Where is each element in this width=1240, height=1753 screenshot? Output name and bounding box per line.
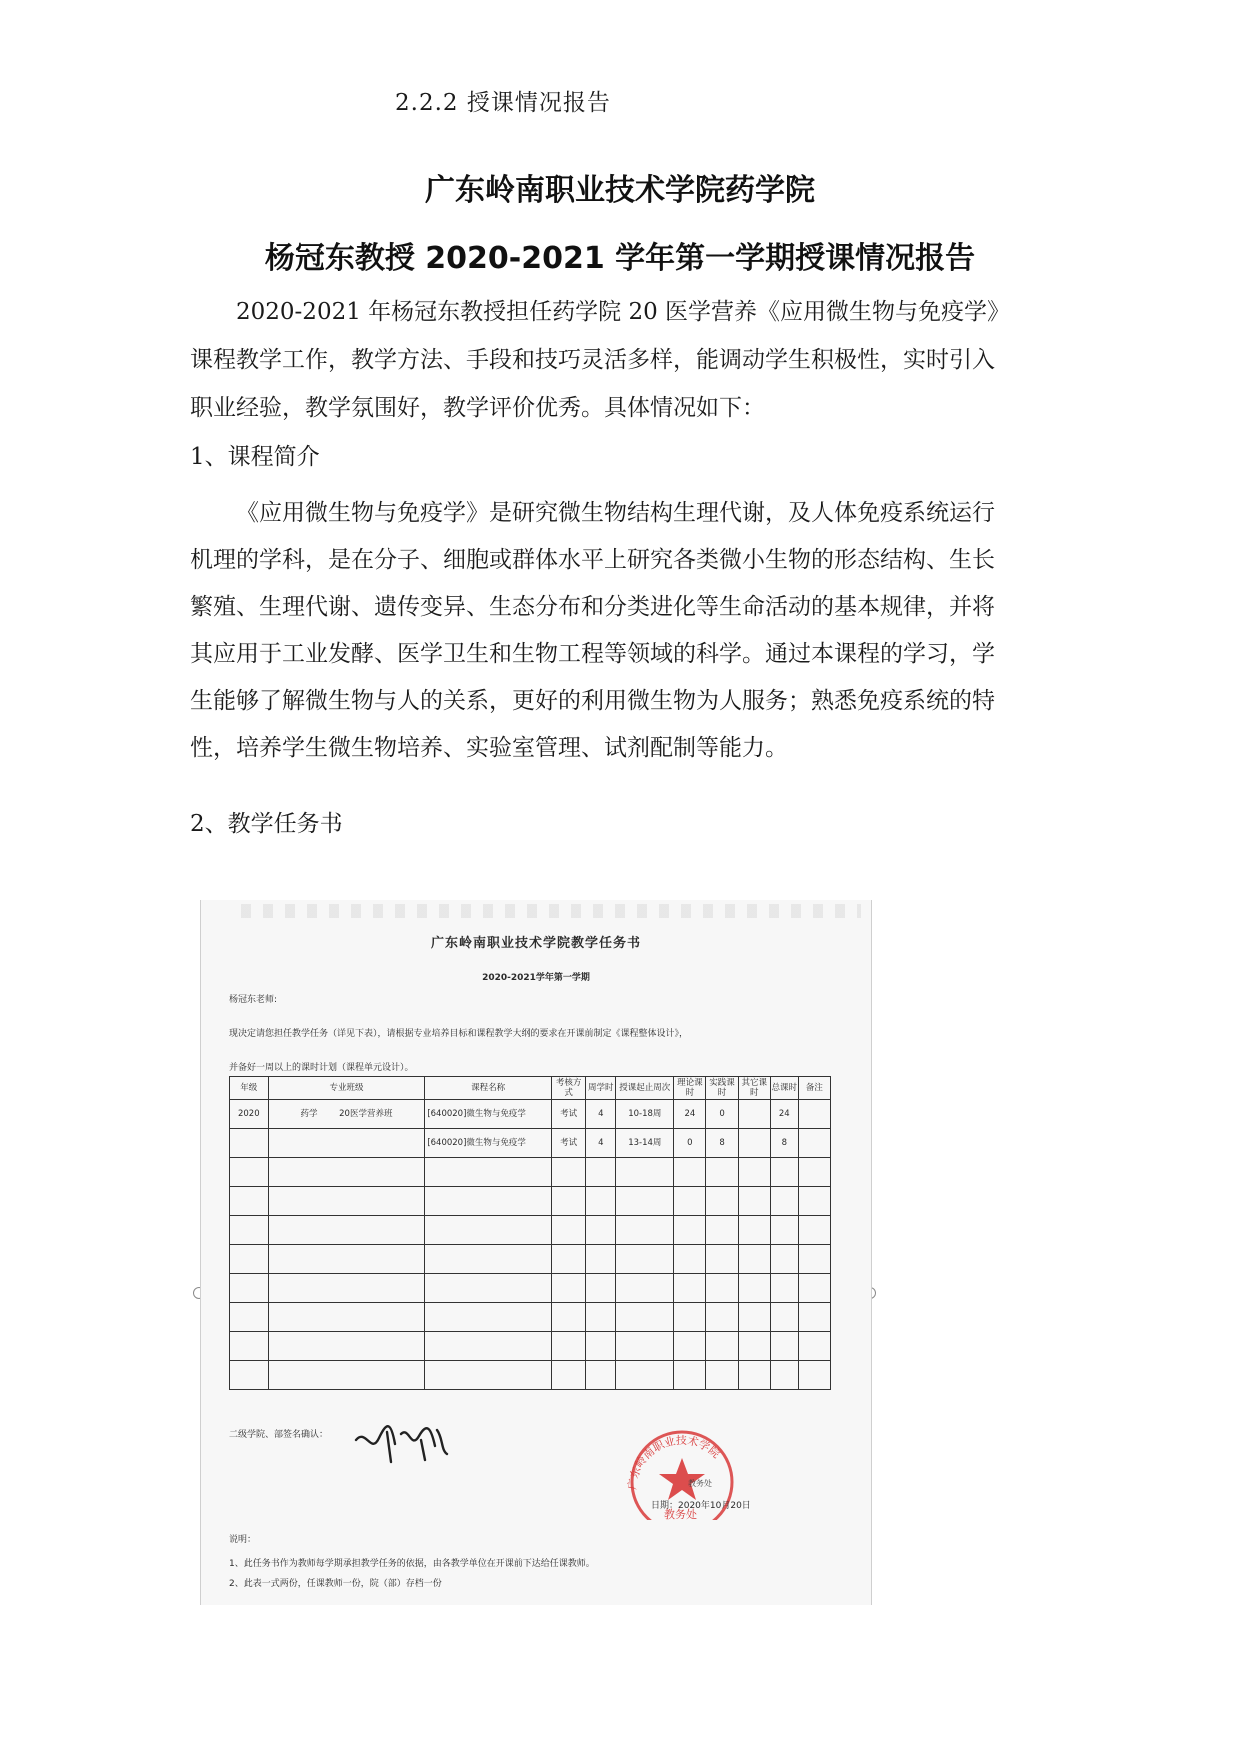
empty-cell — [230, 1332, 269, 1361]
empty-cell — [616, 1332, 674, 1361]
empty-cell — [738, 1332, 770, 1361]
svg-text:教务处: 教务处 — [664, 1508, 697, 1520]
empty-cell — [706, 1303, 738, 1332]
cell-note — [798, 1129, 830, 1158]
empty-cell — [738, 1245, 770, 1274]
empty-cell — [586, 1332, 616, 1361]
empty-cell — [616, 1303, 674, 1332]
form-instruction-line: 现决定请您担任教学任务（详见下表），请根据专业培养目标和课程教学大纲的要求在开课前制定《课程整体设计》， — [229, 1029, 689, 1039]
empty-cell — [674, 1216, 706, 1245]
table-row-empty — [230, 1216, 831, 1245]
course-line: 生能够了解微生物与人的关系，更好的利用微生物为人服务；熟悉免疫系统的特 — [190, 688, 995, 714]
table-header-row — [230, 1077, 831, 1100]
empty-cell — [551, 1158, 585, 1187]
empty-cell — [586, 1187, 616, 1216]
table-row-empty — [230, 1332, 831, 1361]
empty-cell — [798, 1216, 830, 1245]
intro-line: 课程教学工作，教学方法、手段和技巧灵活多样，能调动学生积极性，实时引入 — [190, 347, 995, 373]
empty-cell — [230, 1303, 269, 1332]
empty-cell — [770, 1361, 798, 1390]
intro-line: 职业经验，教学氛围好，教学评价优秀。具体情况如下： — [190, 395, 765, 421]
course-line: 繁殖、生理代谢、遗传变异、生态分布和分类进化等生命活动的基本规律，并将 — [190, 594, 995, 620]
empty-cell — [738, 1274, 770, 1303]
stamp-date: 日期：2020年10月20日 — [651, 1501, 751, 1511]
empty-cell — [798, 1245, 830, 1274]
col-header: 专业班级 — [268, 1077, 425, 1100]
empty-cell — [268, 1332, 425, 1361]
empty-cell — [674, 1332, 706, 1361]
empty-cell — [798, 1332, 830, 1361]
course-line: 机理的学科，是在分子、细胞或群体水平上研究各类微小生物的形态结构、生长 — [190, 547, 995, 573]
cell-course: [640020]微生物与免疫学 — [425, 1100, 552, 1129]
empty-cell — [798, 1361, 830, 1390]
cell-note — [798, 1100, 830, 1129]
empty-cell — [738, 1303, 770, 1332]
col-header: 授课起止周次 — [616, 1077, 674, 1100]
empty-cell — [770, 1187, 798, 1216]
empty-cell — [586, 1245, 616, 1274]
empty-cell — [551, 1332, 585, 1361]
empty-cell — [586, 1303, 616, 1332]
empty-cell — [674, 1303, 706, 1332]
empty-cell — [230, 1216, 269, 1245]
cell-class: 20医学营养班 — [339, 1109, 393, 1119]
cell-practice: 0 — [706, 1100, 738, 1129]
empty-cell — [425, 1158, 552, 1187]
course-line: 其应用于工业发酵、医学卫生和生物工程等领域的科学。通过本课程的学习，学 — [190, 641, 995, 667]
empty-cell — [706, 1158, 738, 1187]
cell-grade: 2020 — [230, 1100, 269, 1129]
empty-cell — [798, 1187, 830, 1216]
svg-text:广东岭南职业技术学院: 广东岭南职业技术学院 — [625, 1433, 723, 1491]
empty-cell — [706, 1187, 738, 1216]
col-header: 年级 — [230, 1077, 269, 1100]
empty-cell — [770, 1216, 798, 1245]
empty-cell — [738, 1187, 770, 1216]
empty-cell — [425, 1274, 552, 1303]
empty-cell — [230, 1361, 269, 1390]
col-header: 考核方式 — [551, 1077, 585, 1100]
course-line: 性，培养学生微生物培养、实验室管理、试剂配制等能力。 — [190, 735, 788, 761]
empty-cell — [425, 1245, 552, 1274]
note-line: 2、此表一式两份，任课教师一份，院（部）存档一份 — [229, 1579, 442, 1589]
empty-cell — [674, 1158, 706, 1187]
empty-cell — [551, 1216, 585, 1245]
cell-weekly: 4 — [586, 1129, 616, 1158]
empty-cell — [798, 1158, 830, 1187]
cell-exam: 考试 — [551, 1129, 585, 1158]
empty-cell — [230, 1245, 269, 1274]
cell-total: 8 — [770, 1129, 798, 1158]
table-row-empty — [230, 1274, 831, 1303]
task-table — [229, 1076, 831, 1390]
empty-cell — [616, 1274, 674, 1303]
table-row — [230, 1100, 831, 1129]
empty-cell — [770, 1158, 798, 1187]
empty-cell — [798, 1274, 830, 1303]
cell-major: 药学 — [300, 1109, 318, 1119]
empty-cell — [706, 1245, 738, 1274]
empty-cell — [268, 1216, 425, 1245]
empty-cell — [551, 1245, 585, 1274]
col-header: 其它课时 — [738, 1077, 770, 1100]
heading-task-book: 2、教学任务书 — [190, 811, 343, 837]
document-subtitle: 杨冠东教授 2020-2021 学年第一学期授课情况报告 — [264, 241, 976, 276]
cell-weekly: 4 — [586, 1100, 616, 1129]
table-row-empty — [230, 1245, 831, 1274]
cell-major-class — [268, 1100, 425, 1129]
empty-cell — [586, 1216, 616, 1245]
table-row-empty — [230, 1361, 831, 1390]
col-header: 备注 — [798, 1077, 830, 1100]
empty-cell — [268, 1158, 425, 1187]
form-title: 广东岭南职业技术学院教学任务书 — [430, 936, 641, 951]
empty-cell — [268, 1187, 425, 1216]
empty-cell — [798, 1303, 830, 1332]
empty-cell — [770, 1303, 798, 1332]
empty-cell — [230, 1187, 269, 1216]
empty-cell — [616, 1216, 674, 1245]
cell-weeks: 10-18周 — [616, 1100, 674, 1129]
empty-cell — [770, 1274, 798, 1303]
cell-major-class — [268, 1129, 425, 1158]
empty-cell — [616, 1245, 674, 1274]
cell-total: 24 — [770, 1100, 798, 1129]
table-row-empty — [230, 1303, 831, 1332]
empty-cell — [706, 1216, 738, 1245]
col-header: 理论课时 — [674, 1077, 706, 1100]
empty-cell — [674, 1274, 706, 1303]
cell-exam: 考试 — [551, 1100, 585, 1129]
handwritten-signature — [351, 1410, 451, 1470]
heading-course-intro: 1、课程简介 — [190, 444, 320, 470]
empty-cell — [230, 1158, 269, 1187]
empty-cell — [586, 1158, 616, 1187]
svg-text:教务处: 教务处 — [688, 1479, 712, 1488]
cell-other — [738, 1129, 770, 1158]
empty-cell — [586, 1274, 616, 1303]
scanned-task-form[interactable] — [200, 900, 872, 1605]
table-row — [230, 1129, 831, 1158]
empty-cell — [425, 1187, 552, 1216]
empty-cell — [738, 1361, 770, 1390]
cell-course: [640020]微生物与免疫学 — [425, 1129, 552, 1158]
cell-other — [738, 1100, 770, 1129]
empty-cell — [616, 1187, 674, 1216]
empty-cell — [551, 1187, 585, 1216]
col-header: 周学时 — [586, 1077, 616, 1100]
cell-practice: 8 — [706, 1129, 738, 1158]
table-row-empty — [230, 1187, 831, 1216]
cell-theory: 0 — [674, 1129, 706, 1158]
empty-cell — [616, 1361, 674, 1390]
course-paragraph — [190, 490, 1050, 772]
empty-cell — [706, 1332, 738, 1361]
course-line: 《应用微生物与免疫学》是研究微生物结构生理代谢，及人体免疫系统运行 — [236, 500, 995, 526]
empty-cell — [738, 1158, 770, 1187]
empty-cell — [551, 1303, 585, 1332]
intro-line: 2020-2021 年杨冠东教授担任药学院 20 医学营养《应用微生物与免疫学》 — [236, 299, 1011, 325]
form-instruction-line: 并备好一周以上的课时计划（课程单元设计）。 — [229, 1063, 414, 1073]
empty-cell — [425, 1216, 552, 1245]
empty-cell — [706, 1361, 738, 1390]
document-title: 广东岭南职业技术学院药学院 — [425, 173, 815, 208]
empty-cell — [586, 1361, 616, 1390]
empty-cell — [425, 1332, 552, 1361]
col-header: 课程名称 — [425, 1077, 552, 1100]
empty-cell — [674, 1187, 706, 1216]
empty-cell — [425, 1303, 552, 1332]
table-row-empty — [230, 1158, 831, 1187]
empty-cell — [268, 1274, 425, 1303]
empty-cell — [770, 1332, 798, 1361]
empty-cell — [268, 1245, 425, 1274]
empty-cell — [738, 1216, 770, 1245]
empty-cell — [674, 1245, 706, 1274]
form-term: 2020-2021学年第一学期 — [482, 973, 590, 983]
empty-cell — [674, 1361, 706, 1390]
empty-cell — [551, 1361, 585, 1390]
cell-theory: 24 — [674, 1100, 706, 1129]
empty-cell — [616, 1158, 674, 1187]
cell-grade — [230, 1129, 269, 1158]
sign-label: 二级学院、部签名确认： — [229, 1430, 329, 1440]
intro-paragraph — [190, 288, 1050, 432]
col-header: 总课时 — [770, 1077, 798, 1100]
note-heading: 说明： — [229, 1535, 257, 1545]
section-number: 2.2.2 授课情况报告 — [395, 90, 611, 116]
col-header: 实践课时 — [706, 1077, 738, 1100]
empty-cell — [551, 1274, 585, 1303]
empty-cell — [706, 1274, 738, 1303]
empty-cell — [268, 1303, 425, 1332]
empty-cell — [770, 1245, 798, 1274]
empty-cell — [425, 1361, 552, 1390]
cell-weeks: 13-14周 — [616, 1129, 674, 1158]
empty-cell — [268, 1361, 425, 1390]
note-line: 1、此任务书作为教师每学期承担教学任务的依据，由各教学单位在开课前下达给任课教师。 — [229, 1559, 595, 1569]
scan-noise — [241, 904, 861, 918]
form-greeting: 杨冠东老师: — [229, 995, 278, 1005]
empty-cell — [230, 1274, 269, 1303]
